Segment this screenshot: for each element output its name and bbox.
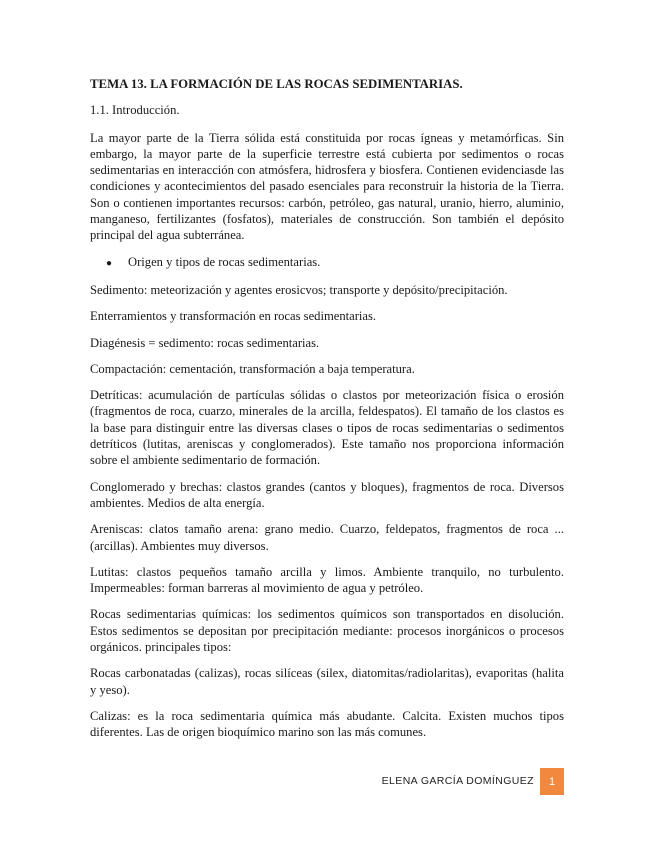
paragraph-quimicas: Rocas sedimentarias químicas: los sedimentos químicos son transportados en disolución. Estos sedimentos se depositan por precipitación mediante: procesos inorgánicos o procesos orgánicos. principales tipos:	[90, 607, 564, 655]
paragraph-areniscas: Areniscas: clatos tamaño arena: grano medio. Cuarzo, feldepatos, fragmentos de roca ... (arcillas). Ambientes muy diversos.	[90, 522, 564, 553]
paragraph-lutitas: Lutitas: clastos pequeños tamaño arcilla y limos. Ambiente tranquilo, no turbulento. Impermeables: forman barreras al movimiento de agua y petróleo.	[90, 564, 564, 596]
paragraph-calizas: Calizas: es la roca sedimentaria química más abudante. Calcita. Existen muchos tipos diferentes. Las de origen bioquímico marino son las más comunes.	[90, 708, 564, 740]
paragraph-carbonatadas: Rocas carbonatadas (calizas), rocas silíceas (silex, diatomitas/radiolaritas), evaporitas (halita y yeso).	[90, 666, 564, 697]
section-heading: 1.1. Introducción.	[90, 103, 180, 118]
paragraph-detriticas: Detríticas: acumulación de partículas sólidas o clastos por meteorización física o erosión (fragmentos de roca, cuarzo, minerales de la arcilla, feldespatos). El tamaño de los clastos es la base para distinguir entre las diversas clases o tipos de rocas sedimentarias o sedimentos detríticos (lutitas, areniscas y conglomerados). Este tamaño nos proporciona información sobre el ambiente sedimentario de formación.	[90, 388, 564, 468]
page-footer	[380, 768, 564, 795]
intro-paragraph: La mayor parte de la Tierra sólida está constituida por rocas ígneas y metamórficas. Sin embargo, la mayor parte de la superficie terrestre está cubierta por sedimentos o rocas sedimentarias en interacción con atmósfera, hidrosfera y biosfera. Contienen evidenciasde las condiciones y acontecimientos del pasado esenciales para reconstruir la historia de la Tierra. Son o contienen importantes recursos: carbón, petróleo, gas natural, uranio, hierro, aluminio, manganeso, fertilizantes (fosfatos), materiales de construcción. Son también el depósito principal del agua subterránea.	[90, 130, 564, 243]
text-line: Diagénesis = sedimento: rocas sedimentarias.	[90, 335, 320, 350]
page-number-badge: 1	[540, 768, 564, 795]
bullet-text: Origen y tipos de rocas sedimentarias.	[128, 254, 321, 269]
bullet-item	[106, 254, 564, 272]
text-line: Compactación: cementación, transformación a baja temperatura.	[90, 361, 415, 376]
text-line: Sedimento: meteorización y agentes erosicvos; transporte y depósito/precipitación.	[90, 282, 508, 297]
footer-author: ELENA GARCÍA DOMÍNGUEZ	[381, 775, 534, 787]
text-line: Enterramientos y transformación en rocas sedimentarias.	[90, 309, 377, 324]
paragraph-conglomerado: Conglomerado y brechas: clastos grandes (cantos y bloques), fragmentos de roca. Diversos ambientes. Medios de alta energía.	[90, 479, 564, 510]
document-content	[90, 76, 564, 751]
document-title: TEMA 13. LA FORMACIÓN DE LAS ROCAS SEDIMENTARIAS.	[90, 77, 463, 91]
bullet-icon: ●	[106, 257, 113, 269]
